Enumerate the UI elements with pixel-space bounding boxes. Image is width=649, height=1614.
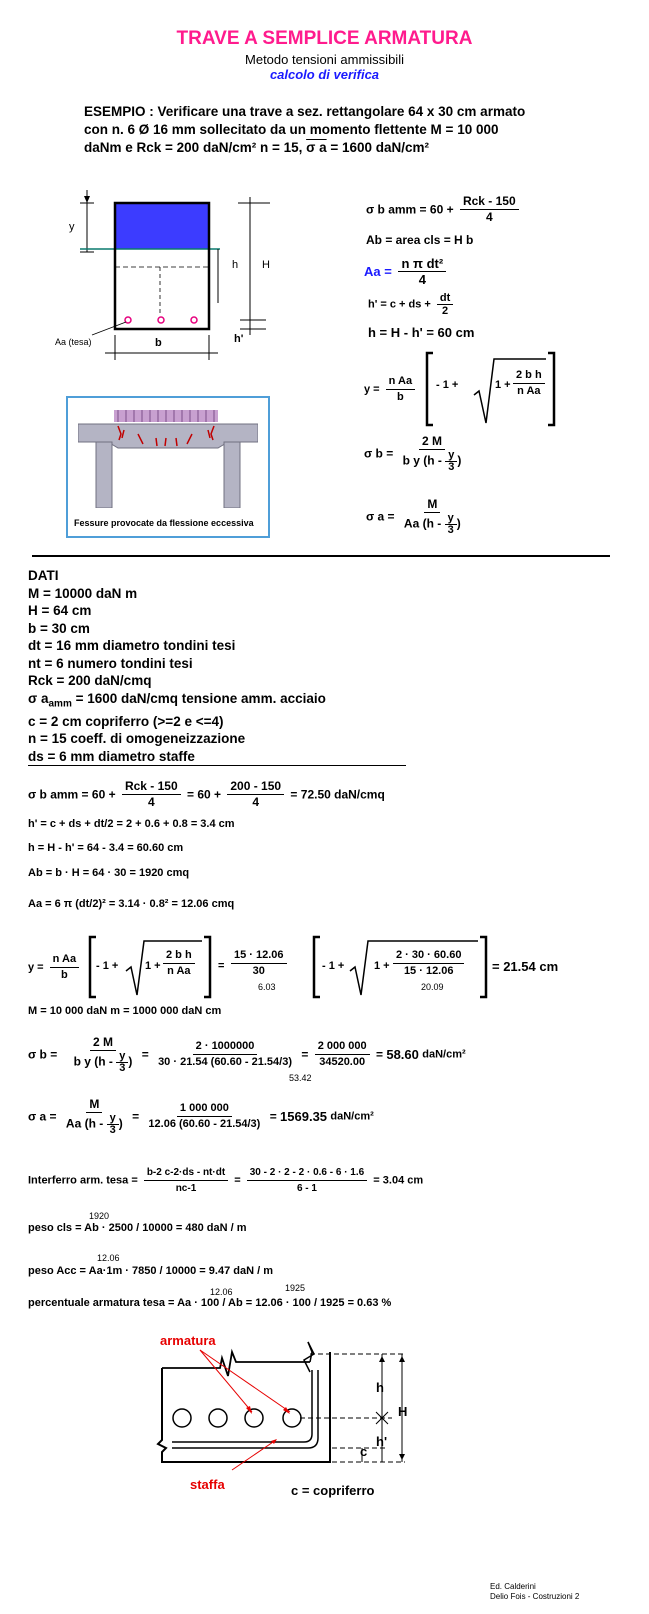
calc-y-inner-den2: 15 · 12.06: [403, 965, 454, 977]
calc-ab-text: Ab = b · H = 64 · 30 = 1920: [28, 867, 164, 879]
calc-sa-fraction: [63, 1097, 126, 1136]
bottom-h1-label: h': [376, 1434, 388, 1449]
calc-y-den2: 30: [252, 965, 265, 977]
calc-sa-eq: =: [132, 1109, 140, 1124]
formula-sa-lhs: σ a =: [366, 509, 395, 524]
formula-sb-y: y: [445, 450, 457, 462]
calc-sb-den: b y (h - $\frac{y}{3}$ ): [73, 1050, 133, 1074]
dati-heading: DATI: [28, 568, 59, 583]
calc-sb-amm-mid: = 60 +: [186, 787, 222, 802]
credits: [490, 1582, 579, 1602]
formula-sa-3: 3: [447, 524, 454, 536]
formula-y-one: 1 +: [495, 379, 511, 391]
page-subtitle-2: calcolo di verifica: [269, 67, 380, 82]
calc-sb-num: 2 M: [90, 1035, 116, 1051]
calc-sa-result: 1569.35: [280, 1109, 328, 1124]
calc-sb-eq2: =: [301, 1047, 309, 1062]
credit-publisher: Ed. Calderini: [490, 1582, 536, 1591]
dati-line: Rck = 200 daN/cmq: [28, 673, 152, 688]
calc-sa-den-text: Aa (h -: [65, 1116, 104, 1131]
example-statement: [84, 103, 525, 157]
calc-sb-unit: daN/cm²: [422, 1048, 466, 1061]
calc-sb-amm: [28, 779, 385, 810]
formula-y-fraction: [386, 374, 415, 405]
calc-interferro-result: 3.04: [382, 1174, 405, 1187]
calc-ab: [28, 867, 189, 879]
calc-peso-acc: peso Acc = Aa·1m · 7850 / 10000 = 9.47 daN / m: [28, 1265, 273, 1277]
formula-sa: [366, 497, 467, 536]
h-label: h: [232, 259, 239, 271]
dati-block: [28, 567, 326, 765]
formula-aa: [364, 256, 449, 287]
calc-y-num2: 15 · 12.06: [231, 948, 287, 964]
calc-y-one: 1 +: [145, 960, 161, 972]
example-line-1: ESEMPIO : Verificare una trave a sez. rettangolare 64 x 30 cm armato: [84, 104, 526, 119]
calc-sb-fraction: [71, 1035, 136, 1074]
formula-y-den: b: [397, 391, 404, 403]
calc-interferro-den2: 6 - 1: [296, 1183, 317, 1194]
dati-sa-sym: σ a: [28, 690, 49, 706]
section-diagram: [60, 185, 300, 360]
bottom-h-label: h: [376, 1380, 384, 1395]
calc-y-frac2: [228, 948, 290, 979]
staffa-label: staffa: [190, 1477, 225, 1492]
formula-sb-amm-fraction: [460, 194, 519, 225]
calc-sa-num2: 1 000 000: [177, 1101, 232, 1117]
calc-sb-amm-result: = 72.50 daN/cmq: [290, 787, 385, 802]
dati-line: nt = 6 numero tondini tesi: [28, 655, 193, 671]
calc-sa-den2: 12.06 (60.60 - 21.54/3): [148, 1118, 261, 1130]
formula-sb-den-text: b y (h -: [402, 453, 442, 468]
calc-y-eq: =: [218, 960, 225, 972]
calc-y-result: = 21.54 cm: [492, 959, 559, 974]
calc-sb-amm-num2: 200 - 150: [227, 779, 284, 795]
calc-sb-amm-den2: 4: [252, 795, 260, 809]
dati-sa-amm: [28, 690, 326, 713]
calc-sa-num: M: [86, 1097, 102, 1113]
dati-line: M = 10000 daN m: [28, 585, 138, 601]
calc-interferro-den: nc-1: [175, 1183, 197, 1194]
calc-y-inner-fraction2: [393, 948, 464, 979]
calc-y-fraction2: [231, 948, 287, 979]
formula-sa-y3: [445, 513, 457, 536]
calc-percentuale: percentuale armatura tesa = Aa · 100 / Ab = 12.06 · 100 / 1925 = 0.63 %: [28, 1297, 392, 1309]
example-sigma-a: σ a: [306, 140, 327, 155]
formula-y-inner: [510, 368, 548, 399]
calc-sb-y: y: [116, 1051, 128, 1063]
calc-y-inner-den: n Aa: [167, 965, 191, 977]
formula-sb-lhs: σ b =: [364, 446, 394, 461]
calc-sb-fraction3: [315, 1039, 370, 1070]
dati-divider: [28, 765, 406, 766]
calc-y-num: n Aa: [50, 952, 79, 968]
dati-line: dt = 16 mm diametro tondini tesi: [28, 638, 236, 653]
calc-sb: σ b = 2 M b y (h - $\frac{y}{3}$ ) = $\frac{2 \cdot 1000000}{30 \cdot 21.54 (60.60 - 21.54/3)}$ = $\frac{2 000 000}{34520.00}$ = 58.60 daN/cm²: [28, 1035, 466, 1074]
formula-sa-y: y: [445, 513, 457, 525]
formula-aa-lhs: Aa =: [364, 264, 392, 279]
copriferro-label: c = copriferro: [291, 1483, 375, 1498]
calc-y-oneb: 1 +: [374, 960, 390, 972]
crack-illustration: [66, 396, 270, 538]
dati-line: ds = 6 mm diametro staffe: [28, 748, 195, 764]
formula-sb-fraction: [400, 434, 465, 473]
formula-y: [364, 374, 418, 405]
calc-sa-den: Aa (h - $\frac{y}{3}$ ): [65, 1112, 123, 1136]
h1-label: h': [234, 333, 244, 345]
example-line-3c: = 1600 daN/cm²: [326, 140, 430, 155]
peso-cls-sup: 1920: [89, 1211, 110, 1221]
calc-interferro-fraction: [144, 1165, 228, 1196]
formula-y-inner-fraction: [513, 368, 545, 399]
formula-y-num: n Aa: [386, 374, 415, 390]
calc-sb-den-text: b y (h -: [73, 1054, 113, 1069]
formula-aa-fraction: [398, 256, 446, 287]
formula-y-minus1: - 1 +: [436, 379, 459, 391]
formula-y-lhs: y =: [364, 383, 380, 396]
calc-sa-y: y: [107, 1113, 119, 1125]
calc-y-minus1: - 1 +: [96, 960, 119, 972]
calc-y-lhs: [28, 952, 82, 983]
y-label: y: [69, 221, 75, 233]
calc-sb-num2: 2 · 1000000: [193, 1039, 258, 1055]
calc-h: h = H - h' = 64 - 3.4 = 60.60 cm: [28, 842, 184, 854]
armatura-label: armatura: [160, 1333, 216, 1348]
calc-y-den: b: [61, 969, 68, 981]
example-line-3: [84, 139, 525, 157]
calc-sa-fraction2: [145, 1101, 263, 1132]
calc-sb-num3: 2 000 000: [315, 1039, 370, 1055]
calc-y-sub3: 20.09: [421, 982, 444, 992]
calc-sa: σ a = M Aa (h - $\frac{y}{3}$ ) = $\frac{1 000 000}{12.06 (60.60 - 21.54/3)}$ = 1569.35 daN/cm²: [28, 1097, 374, 1136]
perc-sup-1: 12.06: [210, 1287, 233, 1297]
example-line-3a: daNm e Rck = 200 daN/cm² n = 15,: [84, 140, 307, 155]
formula-aa-den: 4: [418, 272, 426, 287]
formula-ab: Ab = area cls = H b: [366, 233, 474, 247]
formula-sa-fraction: [401, 497, 464, 536]
formula-sa-num: M: [424, 497, 440, 513]
dati-sa-sub: amm: [48, 698, 72, 710]
calc-sb-fraction2: [155, 1039, 295, 1070]
formula-h: h = H - h' = 60 cm: [368, 325, 475, 340]
calc-peso-cls: peso cls = Ab · 2500 / 10000 = 480 daN / m: [28, 1222, 247, 1234]
perc-sup-2: 1925: [285, 1283, 306, 1293]
formula-sa-den: Aa (h - $\frac{y}{3}$ ): [403, 512, 461, 536]
peso-acc-sup: 12.06: [97, 1253, 120, 1263]
calc-sb-eq: =: [141, 1047, 149, 1062]
dati-line: b = 30 cm: [28, 620, 90, 636]
formula-y-inner-num: 2 b h: [513, 368, 545, 384]
calc-y-sub2: 6.03: [258, 982, 276, 992]
formula-h1-num: dt: [437, 292, 453, 305]
calc-y-inner-fraction: [163, 948, 195, 979]
calc-h1: h' = c + ds + dt/2 = 2 + 0.6 + 0.8 = 3.4 cm: [28, 818, 235, 830]
calc-sb-amm-num1: Rck - 150: [122, 779, 181, 795]
beam-detail-diagram: [140, 1330, 440, 1500]
calc-sb-amm-frac2: [227, 779, 284, 810]
page-subtitle: Metodo tensioni ammissibili: [245, 52, 404, 67]
calc-sa-unit: daN/cm²: [330, 1110, 374, 1123]
H-label: H: [262, 259, 270, 271]
calc-interferro-num2: 30 - 2 · 2 - 2 · 0.6 - 6 · 1.6: [247, 1165, 368, 1181]
bottom-H-label: H: [398, 1404, 408, 1419]
dati-sa-rest: = 1600 daN/cmq tensione amm. acciaio: [71, 690, 326, 706]
calc-interferro-unit: cm: [407, 1174, 424, 1187]
calc-aa: Aa = 6 π (dt/2)² = 3.14 · 0.8² = 12.06 cmq: [28, 898, 235, 910]
calc-sb-sub: 53.42: [289, 1073, 312, 1083]
calc-sb-result: 58.60: [386, 1047, 419, 1062]
calc-sa-lhs: σ a =: [28, 1109, 57, 1124]
formula-h1-lhs: h' = c + ds +: [368, 298, 431, 311]
calc-sb-3: 3: [119, 1062, 126, 1074]
formula-sb-amm: [366, 194, 522, 225]
formula-sb: [364, 434, 467, 473]
calc-y-lhs-text: y =: [28, 961, 44, 974]
formula-aa-num: n π dt²: [398, 256, 446, 272]
formula-h1-den: 2: [442, 305, 449, 317]
calc-sb-amm-frac1: [122, 779, 181, 810]
formula-sb-den: b y (h - $\frac{y}{3}$ ): [402, 449, 462, 473]
calc-y-minus1b: - 1 +: [322, 960, 345, 972]
credit-author: Delio Fois - Costruzioni 2: [490, 1592, 580, 1601]
dati-line: H = 64 cm: [28, 603, 92, 618]
page-title: TRAVE A SEMPLICE ARMATURA: [176, 28, 473, 49]
calc-interferro-lhs: Interferro arm. tesa: [28, 1174, 129, 1187]
formula-sb-amm-lhs: σ b amm = 60 +: [366, 202, 454, 217]
calc-y-inner: [160, 948, 198, 979]
formula-sb-y3: [445, 450, 457, 473]
calc-sb-lhs: σ b =: [28, 1047, 58, 1062]
calc-sa-3: 3: [109, 1124, 116, 1136]
calc-y-inner-num2: 2 · 30 · 60.60: [393, 948, 464, 964]
b-label: b: [155, 337, 162, 349]
formula-sa-den-text: Aa (h -: [403, 516, 442, 531]
bottom-c-label: c: [360, 1444, 368, 1459]
calc-m-conversion: M = 10 000 daN m = 1000 000 daN cm: [28, 1005, 222, 1017]
dati-line: n = 15 coeff. di omogeneizzazione: [28, 731, 246, 747]
calc-sb-den2: 30 · 21.54 (60.60 - 21.54/3): [158, 1056, 292, 1068]
calc-interferro: Interferro arm. tesa = $\frac{b-2 c-2\cdot ds - nt\cdot dt}{nc-1}$ = $\frac{30 - 2 \cdot 2 - 2 \cdot 0.6 - 6 \cdot 1.6}{6 - 1}$ = 3.04 cm: [28, 1167, 424, 1194]
example-line-2: con n. 6 Ø 16 mm sollecitato da un momento flettente M = 10 000: [84, 122, 499, 137]
calc-sb-den3: 34520.00: [319, 1056, 366, 1068]
aa-tesa-label: Aa (tesa): [55, 337, 92, 347]
formula-y-inner-den: n Aa: [517, 385, 541, 397]
formula-h1-fraction: [437, 292, 453, 317]
formula-sb-amm-num: Rck - 150: [460, 194, 519, 210]
calc-y-inner-num: 2 b h: [163, 948, 195, 964]
photo-caption: Fessure provocate da flessione eccessiva: [74, 518, 254, 528]
calc-sb-amm-den1: 4: [147, 795, 155, 809]
beam-cracks-icon: [78, 408, 258, 508]
formula-h1: [368, 292, 456, 317]
formula-sb-3: 3: [448, 461, 455, 473]
calc-sb-y3: [116, 1051, 128, 1074]
section-divider: [32, 555, 610, 557]
calc-sb-amm-lhs: σ b amm = 60 +: [28, 787, 116, 802]
calc-y-inner2: [390, 948, 467, 979]
formula-sb-amm-den: 4: [485, 210, 493, 224]
calc-y-fraction: [50, 952, 79, 983]
dati-line: c = 2 cm copriferro (>=2 e <=4): [28, 713, 224, 729]
calc-interferro-num: b-2 c-2·ds - nt·dt: [144, 1165, 228, 1181]
calc-interferro-fraction2: [247, 1165, 368, 1196]
calc-sa-y3: [107, 1113, 119, 1136]
calc-ab-unit: cmq: [166, 867, 190, 879]
formula-sb-num: 2 M: [419, 434, 445, 450]
